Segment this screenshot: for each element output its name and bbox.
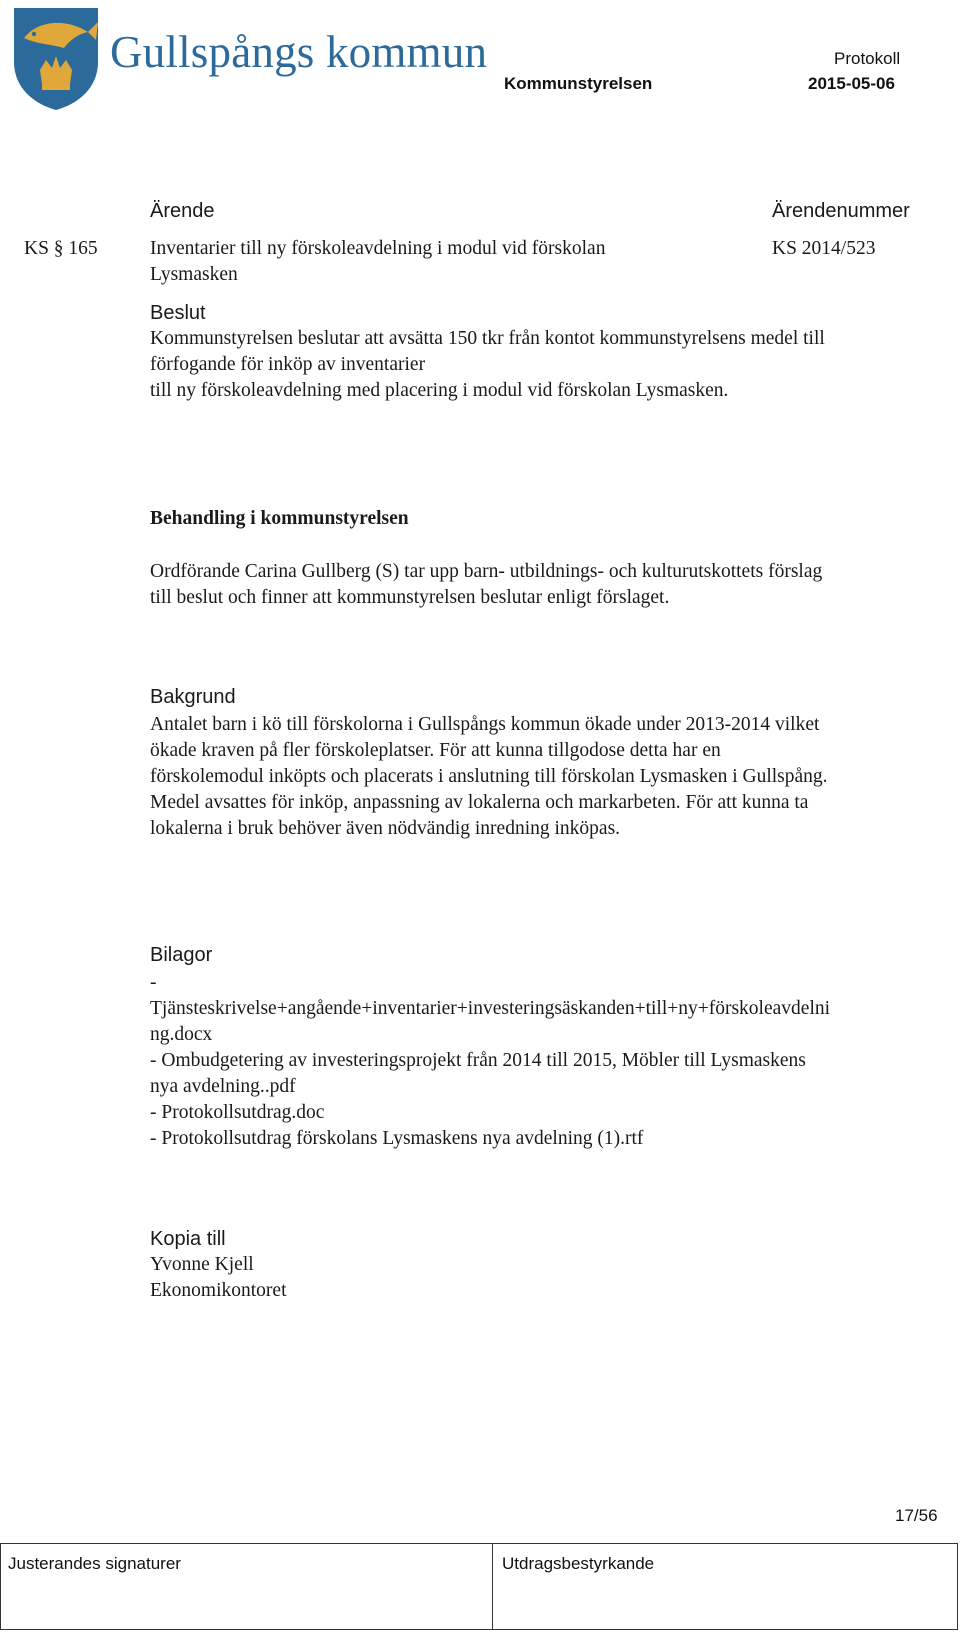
kopia-line: Yvonne Kjell bbox=[150, 1254, 254, 1275]
bakgrund-line: Antalet barn i kö till förskolorna i Gullspångs kommun ökade under 2013-2014 vilket bbox=[150, 714, 820, 735]
case-number-label: Ärendenummer bbox=[772, 200, 910, 222]
extract-label: Utdragsbestyrkande bbox=[502, 1554, 655, 1573]
bilaga-line: - Protokollsutdrag förskolans Lysmaskens nya avdelning (1).rtf bbox=[150, 1128, 644, 1149]
case-title-line: Inventarier till ny förskoleavdelning i modul vid förskolan bbox=[150, 238, 606, 259]
bilagor-heading: Bilagor bbox=[150, 944, 213, 966]
beslut-text bbox=[150, 326, 825, 404]
bakgrund-line: ökade kraven på fler förskoleplatser. För att kunna tillgodose detta har en bbox=[150, 740, 721, 761]
kopia-list bbox=[150, 1252, 286, 1304]
kopia-line: Ekonomikontoret bbox=[150, 1280, 287, 1301]
kopia-heading: Kopia till bbox=[150, 1228, 226, 1250]
beslut-line: förfogande för inköp av inventarier bbox=[150, 354, 426, 375]
bilaga-line: - Ombudgetering av investeringsprojekt från 2014 till 2015, Möbler till Lysmaskens bbox=[150, 1050, 806, 1071]
bilaga-line: Tjänsteskrivelse+angående+inventarier+investeringsäskanden+till+ny+förskoleavdelni bbox=[150, 998, 831, 1019]
bakgrund-heading: Bakgrund bbox=[150, 686, 236, 708]
case-title bbox=[150, 236, 605, 288]
signature-divider bbox=[492, 1543, 493, 1630]
section-number: KS § 165 bbox=[24, 238, 98, 259]
bakgrund-line: lokalerna i bruk behöver även nödvändig inredning inköpas. bbox=[150, 818, 621, 839]
document-type: Protokoll bbox=[834, 49, 901, 68]
beslut-heading: Beslut bbox=[150, 302, 206, 324]
bakgrund-text bbox=[150, 712, 828, 842]
behandling-line: till beslut och finner att kommunstyrelsen beslutar enligt förslaget. bbox=[150, 587, 670, 608]
organization-name: Gullspångs kommun bbox=[110, 27, 488, 77]
beslut-line: till ny förskoleavdelning med placering i modul vid förskolan Lysmasken. bbox=[150, 380, 729, 401]
behandling-text bbox=[150, 559, 822, 611]
municipality-coat-of-arms bbox=[10, 4, 102, 112]
bakgrund-line: Medel avsattes för inköp, anpassning av lokalerna och markarbeten. För att kunna ta bbox=[150, 792, 809, 813]
meeting-date: 2015-05-06 bbox=[808, 74, 895, 93]
behandling-line: Ordförande Carina Gullberg (S) tar upp barn- utbildnings- och kulturutskottets förslag bbox=[150, 561, 823, 582]
page-number: 17/56 bbox=[895, 1506, 938, 1525]
bilaga-line: nya avdelning..pdf bbox=[150, 1076, 296, 1097]
case-number: KS 2014/523 bbox=[772, 238, 876, 259]
case-title-line: Lysmasken bbox=[150, 264, 238, 285]
bilagor-list bbox=[150, 970, 830, 1152]
bilaga-line: - Protokollsutdrag.doc bbox=[150, 1102, 325, 1123]
bakgrund-line: förskolemodul inköpts och placerats i anslutning till förskolan Lysmasken i Gullspång. bbox=[150, 766, 828, 787]
case-column-label: Ärende bbox=[150, 200, 215, 222]
signatures-label: Justerandes signaturer bbox=[8, 1554, 181, 1573]
beslut-line: Kommunstyrelsen beslutar att avsätta 150 tkr från kontot kommunstyrelsens medel till bbox=[150, 328, 825, 349]
board-name: Kommunstyrelsen bbox=[504, 74, 653, 93]
bilaga-line: - bbox=[150, 972, 157, 993]
bilaga-line: ng.docx bbox=[150, 1024, 213, 1045]
behandling-heading: Behandling i kommunstyrelsen bbox=[150, 508, 409, 529]
